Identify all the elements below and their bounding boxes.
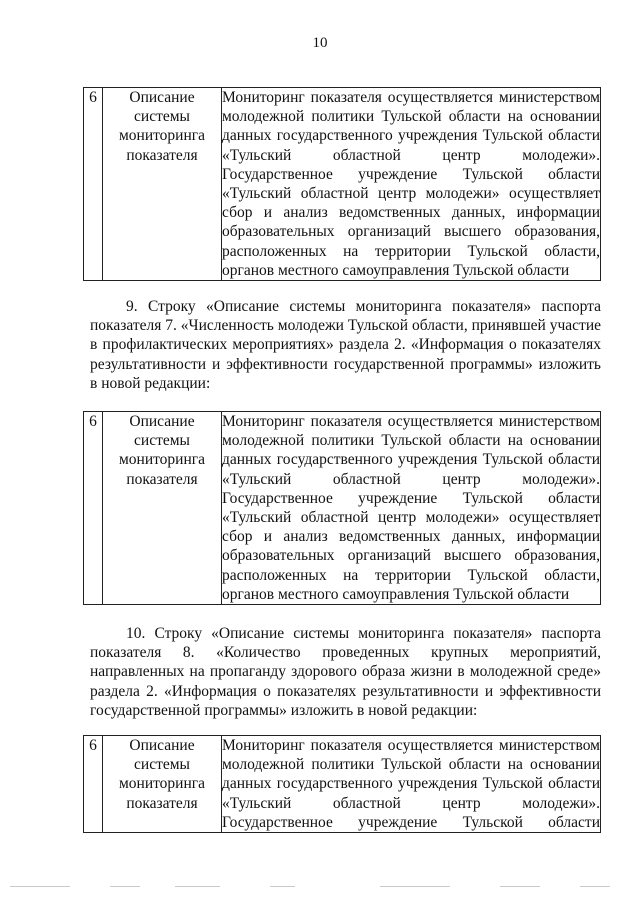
description-line: сбор и анализ ведомственных данных, информации — [222, 204, 600, 222]
scan-edge-artifact — [0, 886, 640, 890]
description-line: органов местного самоуправления Тульской области — [222, 585, 570, 603]
row-name-line: мониторинга — [118, 775, 206, 793]
paragraph-line: показателя 7. «Численность молодежи Тульской области, принявшей участие — [90, 317, 601, 335]
description-line: образовательных организаций высшего образования, — [222, 547, 600, 565]
page-number: 10 — [312, 35, 328, 51]
description-line: данных государственного учреждения Тульской области — [222, 775, 600, 793]
description-line: Государственное учреждение Тульской области — [222, 165, 600, 183]
monitoring-table-3 — [83, 735, 601, 833]
paragraph-line: в новой редакции: — [90, 374, 211, 392]
description-line: «Тульский областной центр молодежи» осуществляет — [222, 509, 600, 527]
paragraph-item-9 — [90, 297, 601, 393]
monitoring-table-2 — [83, 411, 601, 605]
description-line: «Тульский областной центр молодежи». — [222, 794, 600, 812]
paragraph-line: направленных на пропаганду здорового образа жизни в молодежной среде» — [90, 663, 601, 681]
row-name-line: показателя — [126, 794, 198, 812]
row-name-line: Описание — [129, 89, 195, 106]
row-name-cell — [103, 736, 222, 833]
row-description-cell — [222, 736, 601, 833]
row-name-line: показателя — [126, 470, 198, 488]
row-number: 6 — [84, 88, 103, 281]
description-line: образовательных организаций высшего образования, — [222, 223, 600, 241]
row-name-line: Описание — [129, 413, 195, 430]
description-line: органов местного самоуправления Тульской области — [222, 261, 570, 279]
description-line: «Тульский областной центр молодежи» осуществляет — [222, 185, 600, 203]
paragraph-line: 10. Строку «Описание системы мониторинга показателя» паспорта — [126, 625, 601, 642]
row-name-line: мониторинга — [118, 451, 206, 469]
description-line: расположенных на территории Тульской области, — [222, 242, 600, 260]
table-row — [84, 736, 601, 833]
table-row — [84, 412, 601, 605]
row-name-line: системы — [134, 108, 190, 126]
paragraph-line: результативности и эффективности государственной программы» изложить — [90, 355, 601, 373]
description-line: Мониторинг показателя осуществляется министерством — [222, 737, 600, 754]
description-line: молодежной политики Тульской области на основании — [222, 432, 600, 450]
row-name-line: Описание — [129, 737, 195, 754]
row-name-line: показателя — [126, 146, 198, 164]
description-line: Государственное учреждение Тульской области — [222, 813, 600, 831]
paragraph-line: государственной программы» изложить в новой редакции: — [90, 701, 478, 719]
description-line: Мониторинг показателя осуществляется министерством — [222, 89, 600, 106]
paragraph-item-10 — [90, 624, 601, 720]
row-number: 6 — [84, 412, 103, 605]
monitoring-table-1 — [83, 87, 601, 281]
row-name-cell — [103, 412, 222, 605]
description-line: Государственное учреждение Тульской области — [222, 489, 600, 507]
row-name-cell — [103, 88, 222, 281]
description-line: данных государственного учреждения Тульской области — [222, 127, 600, 145]
description-line: «Тульский областной центр молодежи». — [222, 146, 600, 164]
description-line: сбор и анализ ведомственных данных, информации — [222, 528, 600, 546]
paragraph-line: раздела 2. «Информация о показателях результативности и эффективности — [90, 682, 601, 700]
row-name-line: системы — [134, 756, 190, 774]
description-line: «Тульский областной центр молодежи». — [222, 470, 600, 488]
description-line: молодежной политики Тульской области на основании — [222, 108, 600, 126]
row-description-cell — [222, 412, 601, 605]
table-row — [84, 88, 601, 281]
row-number: 6 — [84, 736, 103, 833]
row-name-line: системы — [134, 432, 190, 450]
description-line: данных государственного учреждения Тульской области — [222, 451, 600, 469]
paragraph-line: 9. Строку «Описание системы мониторинга показателя» паспорта — [126, 298, 601, 315]
row-description-cell — [222, 88, 601, 281]
description-line: расположенных на территории Тульской области, — [222, 566, 600, 584]
paragraph-line: в профилактических мероприятиях» раздела 2. «Информация о показателях — [90, 336, 601, 354]
description-line: Мониторинг показателя осуществляется министерством — [222, 413, 600, 430]
row-name-line: мониторинга — [118, 127, 206, 145]
description-line: молодежной политики Тульской области на основании — [222, 756, 600, 774]
paragraph-line: показателя 8. «Количество проведенных крупных мероприятий, — [90, 644, 601, 662]
